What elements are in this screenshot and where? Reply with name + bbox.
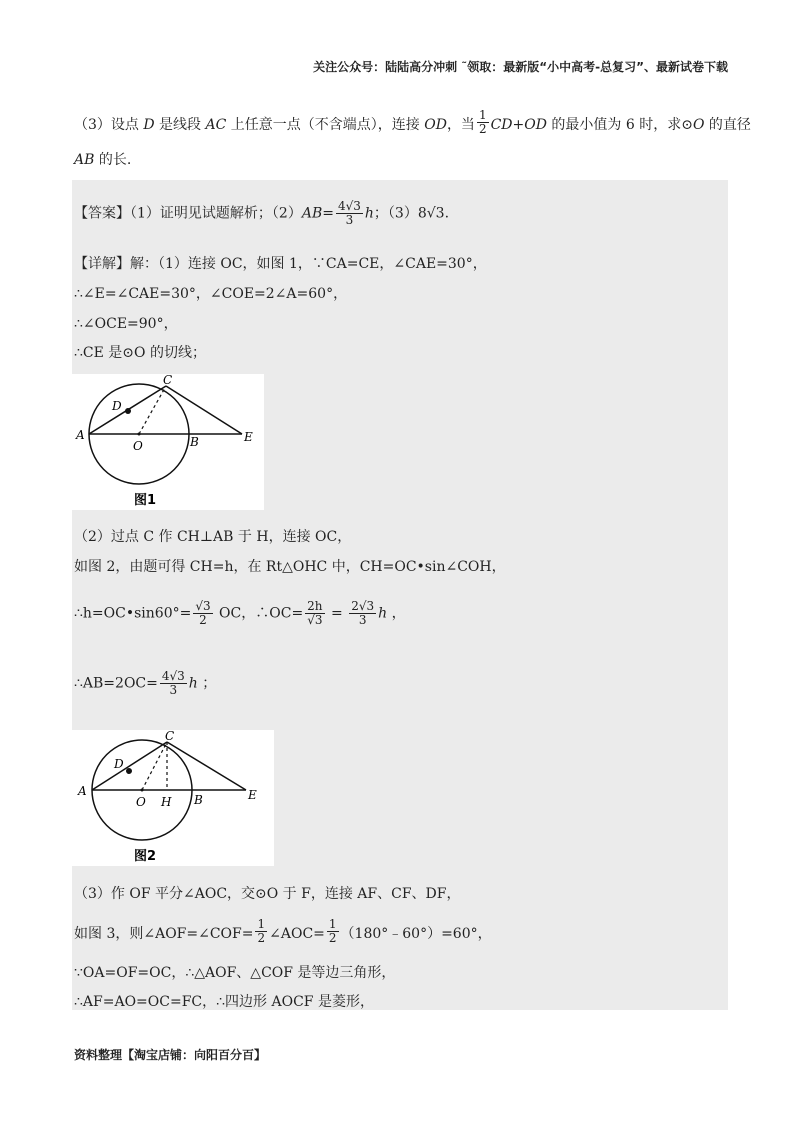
var-D: D <box>143 117 155 133</box>
label-B: B <box>194 793 203 807</box>
figure-1-caption: 图1 <box>134 493 157 508</box>
text: ，当 <box>446 117 475 133</box>
text: ， <box>387 605 406 622</box>
figure-2-caption: 图2 <box>134 849 157 864</box>
frac-num: 2√3 <box>351 599 375 613</box>
detail-line-8 <box>74 670 216 697</box>
fraction <box>336 200 363 227</box>
detail-line-9: （3）作 OF 平分∠AOC，交⊙O 于 F，连接 AF、CF、DF， <box>74 886 461 902</box>
label-E: E <box>248 788 257 802</box>
frac-num: 1 <box>257 917 266 931</box>
expr: CD+OD <box>490 117 547 133</box>
figure-1-diagram <box>72 374 264 510</box>
label-C: C <box>163 374 173 387</box>
text: ∠AOC= <box>269 926 325 942</box>
var-AB: AB= <box>301 205 334 222</box>
fraction <box>349 600 376 627</box>
text: ∴AB=2OC= <box>74 675 158 692</box>
frac-num: 1 <box>478 108 487 122</box>
frac-den: 2 <box>257 931 266 945</box>
detail-line-1: 【详解】解：（1）连接 OC，如图 1，∵CA=CE，∠CAE=30°， <box>74 256 487 272</box>
label-E: E <box>244 430 253 444</box>
frac-den: √3 <box>307 613 323 627</box>
text: = <box>326 605 348 622</box>
text: ；（3） <box>373 205 418 222</box>
fraction <box>160 670 187 697</box>
frac-num: 1 <box>328 917 337 931</box>
detail-line-7 <box>74 600 406 627</box>
fraction <box>477 109 489 136</box>
text: OC，∴OC= <box>214 605 304 622</box>
var-h: h <box>364 205 374 222</box>
text: 的长. <box>94 152 132 168</box>
frac-den: 2 <box>328 931 337 945</box>
detail-line-6: 如图 2，由题可得 CH=h，在 Rt△OHC 中，CH=OC•sin∠COH， <box>74 559 506 575</box>
page-footer: 资料整理【淘宝店铺：向阳百分百】 <box>74 1048 267 1062</box>
fraction <box>193 600 212 627</box>
var-h: h <box>188 675 198 692</box>
frac-den: 3 <box>345 213 354 227</box>
frac-den: 2 <box>199 613 207 627</box>
frac-num: 4√3 <box>337 199 361 213</box>
answer-3: 8√3 <box>417 205 445 222</box>
var-AC: AC <box>205 117 227 133</box>
label-C: C <box>165 730 175 743</box>
label-A: A <box>78 784 87 798</box>
label-B: B <box>190 435 199 449</box>
detail-line-12: ∴AF=AO=OC=FC，∴四边形 AOCF 是菱形， <box>74 994 374 1010</box>
question-3-line-1 <box>74 109 751 136</box>
detail-line-3: ∴∠OCE=90°， <box>74 316 178 332</box>
text: 【答案】（1）证明见试题解析；（2） <box>74 205 302 222</box>
text: ∴h=OC•sin60°= <box>74 605 192 622</box>
frac-den: 3 <box>169 683 178 697</box>
label-A: A <box>76 428 85 442</box>
answer-line <box>74 200 449 227</box>
frac-den: 2 <box>478 122 487 136</box>
detail-line-10 <box>74 918 492 945</box>
label-H: H <box>161 795 172 809</box>
detail-line-2: ∴∠E=∠CAE=30°，∠COE=2∠A=60°， <box>74 286 348 302</box>
var-h: h <box>378 605 388 622</box>
var-OD: OD <box>424 117 447 133</box>
text: . <box>444 205 450 222</box>
text: 的最小值为 6 时，求⊙ <box>546 117 693 133</box>
figure-1 <box>72 374 264 510</box>
detail-line-5: （2）过点 C 作 CH⊥AB 于 H，连接 OC， <box>74 529 352 545</box>
figure-2-diagram <box>72 730 274 866</box>
label-D: D <box>112 399 122 413</box>
var-AB: AB <box>74 152 95 168</box>
text: 是线段 <box>154 117 206 133</box>
var-O: O <box>692 117 705 133</box>
text: （3）设点 <box>74 117 144 133</box>
frac-num: 2h <box>307 599 323 613</box>
detail-line-4: ∴CE 是⊙O 的切线； <box>74 345 206 361</box>
label-D: D <box>114 757 124 771</box>
text: ； <box>197 675 217 692</box>
text: 如图 3，则∠AOF=∠COF= <box>74 926 254 942</box>
fraction <box>305 600 324 627</box>
label-O: O <box>133 439 143 453</box>
frac-den: 3 <box>358 613 367 627</box>
page-header: 关注公众号：陆陆高分冲刺 ˜领取：最新版“小中高考-总复习”、最新试卷下载 <box>313 60 728 74</box>
figure-2 <box>72 730 274 866</box>
text: 的直径 <box>704 117 751 133</box>
frac-num: 4√3 <box>161 669 185 683</box>
question-3-line-2 <box>74 150 131 170</box>
fraction <box>327 918 339 945</box>
frac-num: √3 <box>195 599 211 613</box>
text: 上任意一点（不含端点），连接 <box>226 117 425 133</box>
label-O: O <box>136 795 146 809</box>
text: （180°﹣60°）=60°， <box>340 926 492 942</box>
fraction <box>255 918 267 945</box>
detail-line-11: ∵OA=OF=OC，∴△AOF、△COF 是等边三角形， <box>74 965 396 981</box>
